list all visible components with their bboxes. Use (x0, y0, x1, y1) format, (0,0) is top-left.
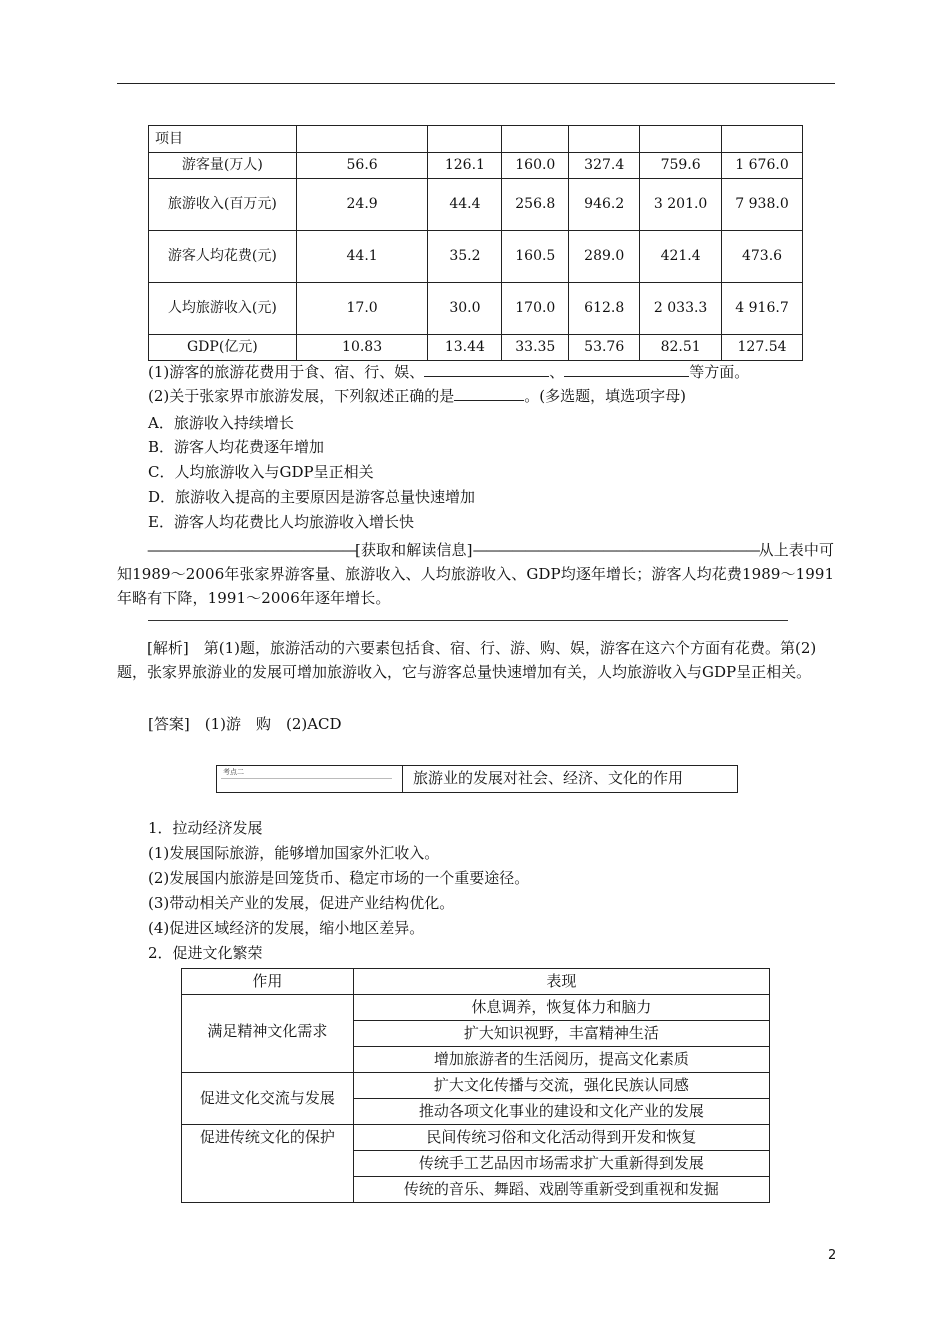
info-paragraph: ————————————————[获取和解读信息]——————————————————————从上表中可知1989～2006年张家界游客量、旅游收入、人均旅游收入、GDP均逐年增长；游客人均花费1989～1991年略有下降，1991～2006年逐年增长。 (117, 541, 835, 607)
header-rule (117, 83, 835, 84)
table-cell: 160.5 (502, 231, 569, 283)
analysis-paragraph: [解析] 第(1)题，旅游活动的六要素包括食、宿、行、游、购、娱，游客在这六个方面有花费。第(2)题，张家界旅游业的发展可增加旅游收入，它与游客总量快速增加有关，人均旅游收入与GDP呈正相关。 (117, 639, 817, 681)
table-cell: 44.4 (428, 179, 502, 231)
table-row (149, 283, 803, 335)
question-2: (2)关于张家界市旅游发展，下列叙述正确的是 。(多选题，填选项字母) (148, 387, 686, 405)
table-cell: 30.0 (428, 283, 502, 335)
table-row (149, 179, 803, 231)
table-cell: 10.83 (296, 335, 428, 361)
row-label: 人均旅游收入(元) (149, 283, 297, 335)
manifest-cell: 传统的音乐、舞蹈、戏剧等重新受到重视和发掘 (353, 1177, 769, 1203)
option-c: C．人均旅游收入与GDP呈正相关 (148, 463, 374, 481)
economy-item: (1)发展国际旅游，能够增加国家外汇收入。 (148, 844, 440, 862)
table-cell: 35.2 (428, 231, 502, 283)
table-cell: 1 676.0 (722, 153, 803, 179)
table-row (149, 231, 803, 283)
table-cell: 612.8 (569, 283, 640, 335)
header-cell: 作用 (182, 969, 354, 995)
option-d: D．旅游收入提高的主要原因是游客总量快速增加 (148, 488, 476, 506)
table-header-row (182, 969, 770, 995)
table-cell: 2 033.3 (640, 283, 722, 335)
table-cell: 327.4 (569, 153, 640, 179)
manifest-cell: 推动各项文化事业的建设和文化产业的发展 (353, 1099, 769, 1125)
section-tag: 考点二 (217, 766, 403, 792)
table-row (182, 1125, 770, 1151)
section-title-box (216, 765, 738, 793)
table-cell: 3 201.0 (640, 179, 722, 231)
table-cell: 24.9 (296, 179, 428, 231)
row-label: 游客人均花费(元) (149, 231, 297, 283)
table-cell: 82.51 (640, 335, 722, 361)
manifest-cell: 增加旅游者的生活阅历，提高文化素质 (353, 1047, 769, 1073)
answer-blank (424, 362, 549, 377)
table-cell: 13.44 (428, 335, 502, 361)
economy-item: (4)促进区域经济的发展，缩小地区差异。 (148, 919, 425, 937)
row-label: 游客量(万人) (149, 153, 297, 179)
answer-line: [答案] (1)游 购 (2)ACD (148, 715, 342, 733)
culture-heading: 2．促进文化繁荣 (148, 944, 263, 962)
manifest-cell: 传统手工艺品因市场需求扩大重新得到发展 (353, 1151, 769, 1177)
table-header-row (149, 126, 803, 153)
table-cell: 256.8 (502, 179, 569, 231)
answer-blank (454, 386, 524, 401)
table-row (149, 153, 803, 179)
info-heading: [获取和解读信息] (355, 541, 473, 559)
effect-cell: 促进传统文化的保护 (182, 1125, 354, 1203)
table-row (182, 1073, 770, 1099)
dash-rule (148, 620, 788, 621)
table-cell: 7 938.0 (722, 179, 803, 231)
table-cell: 53.76 (569, 335, 640, 361)
economy-heading: 1．拉动经济发展 (148, 819, 263, 837)
analysis-label: [解析] (147, 639, 189, 657)
page-number: 2 (828, 1248, 837, 1263)
economy-item: (3)带动相关产业的发展，促进产业结构优化。 (148, 894, 455, 912)
table-cell: 473.6 (722, 231, 803, 283)
manifest-cell: 扩大知识视野，丰富精神生活 (353, 1021, 769, 1047)
effect-cell: 满足精神文化需求 (182, 995, 354, 1073)
table-cell: 33.35 (502, 335, 569, 361)
culture-effects-table (181, 968, 770, 1203)
table-cell: 946.2 (569, 179, 640, 231)
table-cell: 759.6 (640, 153, 722, 179)
table-row (182, 995, 770, 1021)
manifest-cell: 休息调养，恢复体力和脑力 (353, 995, 769, 1021)
header-cell: 项目 (149, 126, 297, 153)
table-cell: 56.6 (296, 153, 428, 179)
option-e: E．游客人均花费比人均旅游收入增长快 (148, 513, 414, 531)
question-1: (1)游客的旅游花费用于食、宿、行、娱、 、 等方面。 (148, 363, 750, 381)
row-label: 旅游收入(百万元) (149, 179, 297, 231)
option-b: B．游客人均花费逐年增加 (148, 438, 325, 456)
table-row (149, 335, 803, 361)
answer-label: [答案] (148, 715, 190, 733)
tourism-data-table (148, 125, 803, 361)
table-cell: 127.54 (722, 335, 803, 361)
economy-item: (2)发展国内旅游是回笼货币、稳定市场的一个重要途径。 (148, 869, 530, 887)
table-cell: 126.1 (428, 153, 502, 179)
table-cell: 4 916.7 (722, 283, 803, 335)
option-a: A．旅游收入持续增长 (148, 414, 294, 432)
section-title: 旅游业的发展对社会、经济、文化的作用 (413, 769, 684, 787)
header-cell: 表现 (353, 969, 769, 995)
table-cell: 17.0 (296, 283, 428, 335)
table-cell: 170.0 (502, 283, 569, 335)
manifest-cell: 扩大文化传播与交流，强化民族认同感 (353, 1073, 769, 1099)
effect-cell: 促进文化交流与发展 (182, 1073, 354, 1125)
manifest-cell: 民间传统习俗和文化活动得到开发和恢复 (353, 1125, 769, 1151)
table-cell: 44.1 (296, 231, 428, 283)
table-cell: 289.0 (569, 231, 640, 283)
answer-blank (564, 362, 689, 377)
table-cell: 160.0 (502, 153, 569, 179)
table-cell: 421.4 (640, 231, 722, 283)
row-label: GDP(亿元) (149, 335, 297, 361)
